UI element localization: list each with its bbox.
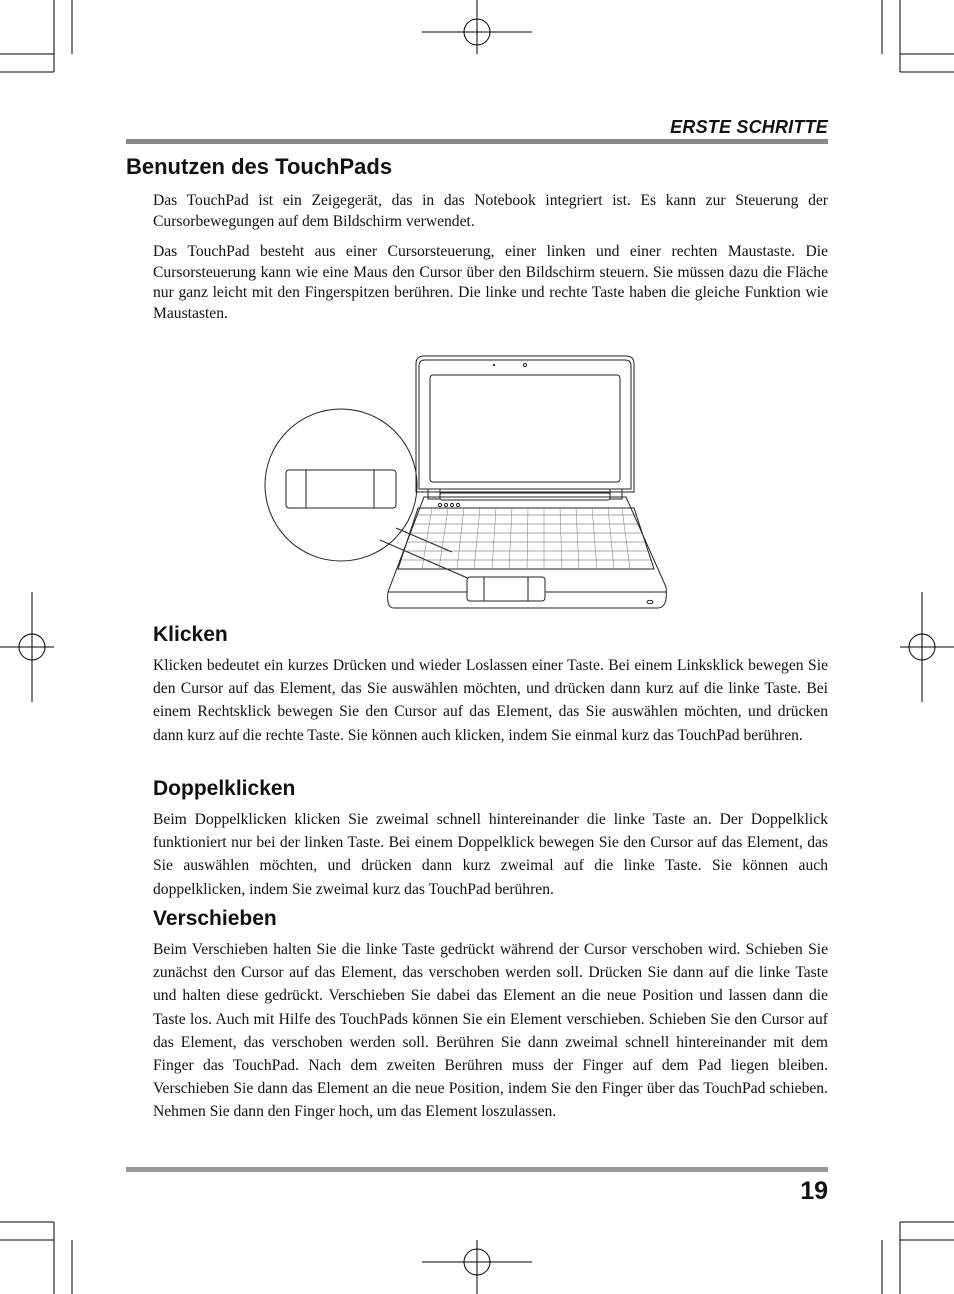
intro-paragraph-2: Das TouchPad besteht aus einer Cursorsteuerung, einer linken und einer rechten Maustaste. Die Cursorsteuerung kann wie eine Maus den Cursor über den Bildschirm steuern. Sie müssen dazu die Fläche nur ganz leicht mit den Fingerspitzen berühren. Die linke und rechte Taste haben die gleiche Funktion wie Maustasten.: [153, 243, 828, 323]
page-number: 19: [800, 1177, 828, 1205]
touchpad: [467, 577, 545, 601]
section-title: Benutzen des TouchPads: [126, 154, 393, 179]
laptop-lid: [416, 356, 634, 492]
intro-paragraph-1: Das TouchPad ist ein Zeigegerät, das in das Notebook integriert ist. Es kann zur Steuerung der Cursorbewegungen auf dem Bildschirm verwendet.: [153, 192, 828, 230]
running-header: ERSTE SCHRITTE: [670, 117, 828, 137]
paragraph-klicken: Klicken bedeutet ein kurzes Drücken und wieder Loslassen einer Taste. Bei einem Linksklick bewegen Sie den Cursor auf das Element, das Sie auswählen möchten, und drücken dann kurz auf die linke Taste. Bei einem Rechtsklick bewegen Sie den Cursor auf das Element, das Sie auswählen möchten, und drücken dann kurz auf die rechte Taste. Sie können auch klicken, indem Sie einmal kurz das TouchPad berühren.: [153, 657, 828, 744]
footer-rule: [126, 1167, 828, 1172]
webcam: [523, 363, 526, 366]
netbook-touchpad-illustration: [262, 352, 672, 614]
laptop-screen: [430, 375, 620, 482]
header-rule: [126, 139, 828, 144]
paragraph-doppelklicken: Beim Doppelklicken klicken Sie zweimal schnell hintereinander die linke Taste an. Der Doppelklick funktioniert nur bei der linken Taste. Bei einem Doppelklick bewegen Sie den Cursor auf das Element, das Sie auswählen möchten, und drücken dann kurz zweimal auf die linke Taste. Sie können auch doppelklicken, indem Sie zweimal kurz das TouchPad berühren.: [153, 811, 828, 898]
paragraph-verschieben: Beim Verschieben halten Sie die linke Taste gedrückt während der Cursor verschoben wird. Schieben Sie zunächst den Cursor auf das Element, das verschoben werden soll. Drücken Sie dann auf die linke Taste und halten diese gedrückt. Verschieben Sie dabei das Element an die neue Position und lassen dann die Taste los. Auch mit Hilfe des TouchPads können Sie ein Element verschieben. Schieben Sie den Cursor auf das Element, das verschoben werden soll. Berühren Sie dann zweimal schnell hintereinander mit dem Finger das TouchPad. Nach dem zweiten Berühren muss der Finger auf dem Pad liegen bleiben. Verschieben Sie dann das Element an die neue Position, indem Sie den Finger über das TouchPad schieben. Nehmen Sie dann den Finger hoch, um das Element loszulassen.: [153, 941, 828, 1121]
heading-doppelklicken: Doppelklicken: [153, 777, 296, 800]
touchpad-callout-circle: [265, 409, 417, 561]
heading-verschieben: Verschieben: [153, 907, 277, 930]
heading-klicken: Klicken: [153, 623, 228, 646]
